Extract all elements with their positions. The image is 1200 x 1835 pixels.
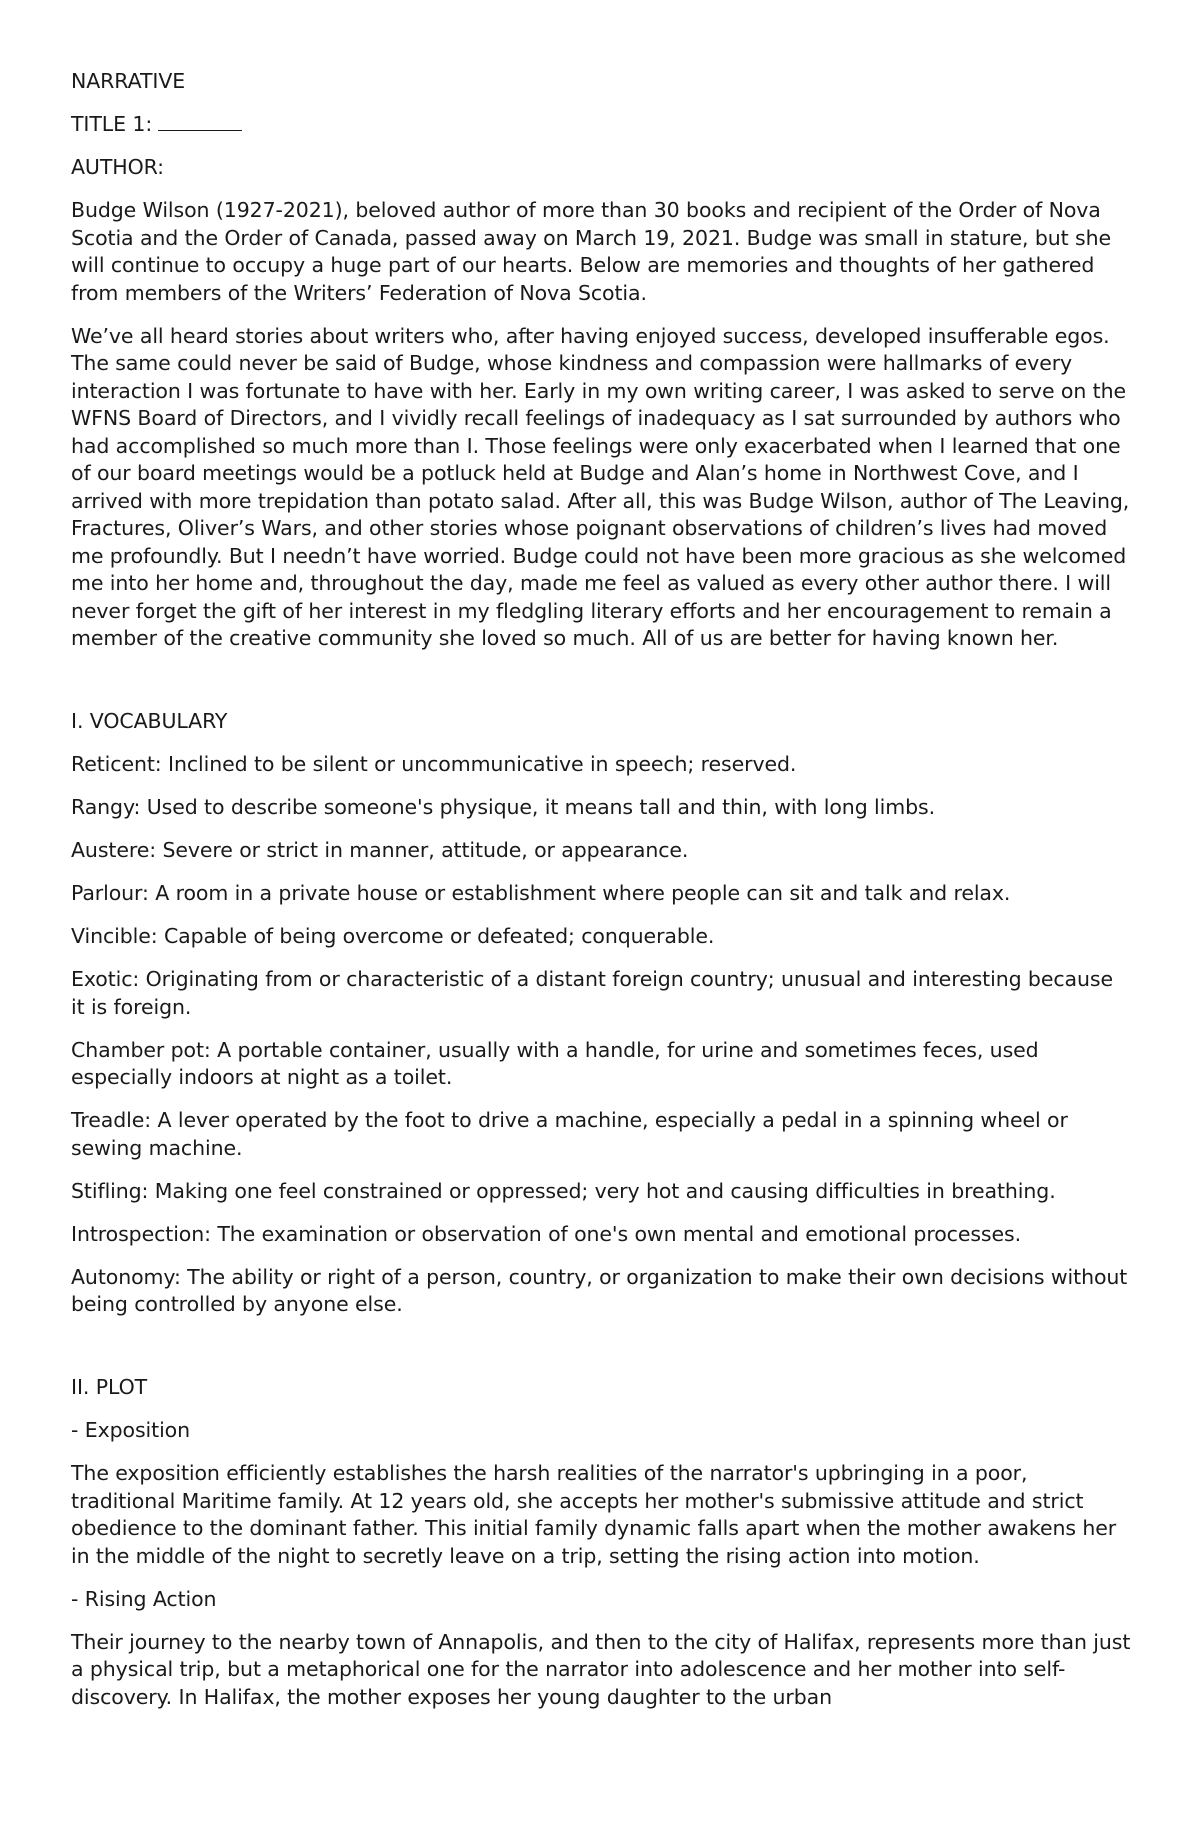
- document-type-label: NARRATIVE: [71, 69, 186, 93]
- vocab-item: Parlour: A room in a private house or establishment where people can sit and talk and relax.: [71, 881, 1011, 905]
- vocab-item: Rangy: Used to describe someone's physique, it means tall and thin, with long limbs.: [71, 795, 936, 819]
- exposition-label: - Exposition: [71, 1418, 190, 1442]
- vocab-item: Treadle: A lever operated by the foot to drive a machine, especially a pedal in a spinning wheel or sewing machine.: [71, 1108, 1068, 1160]
- title-blank-line: [158, 112, 242, 131]
- title-label: TITLE 1:: [71, 112, 153, 136]
- document-page: [71, 68, 1131, 1727]
- vocab-item: Vincible: Capable of being overcome or defeated; conquerable.: [71, 924, 715, 948]
- rising-action-label: - Rising Action: [71, 1586, 217, 1611]
- vocab-item: Chamber pot: A portable container, usually with a handle, for urine and sometimes feces, used especially indoors at night as a toilet.: [71, 1037, 1039, 1089]
- section-spacer: [71, 668, 1131, 708]
- vocab-item: Stifling: Making one feel constrained or oppressed; very hot and causing difficulties in breathing.: [71, 1178, 1056, 1203]
- rising-action-paragraph: Their journey to the nearby town of Annapolis, and then to the city of Halifax, represents more than just a physical trip, but a metaphorical one for the narrator into adolescence and her mother into self-discovery. In Halifax, the mother exposes her young daughter to the urban: [71, 1629, 1131, 1709]
- exposition-paragraph: The exposition efficiently establishes the harsh realities of the narrator's upbringing in a poor, traditional Maritime family. At 12 years old, she accepts her mother's submissive attitude and strict obedience to the dominant father. This initial family dynamic falls apart when the mother awakens her in the middle of the night to secretly leave on a trip, setting the rising action into motion.: [71, 1461, 1117, 1568]
- intro-paragraph-1: Budge Wilson (1927-2021), beloved author of more than 30 books and recipient of the Order of Nova Scotia and the Order of Canada, passed away on March 19, 2021. Budge was small in stature, but she will continue to occupy a huge part of our hearts. Below are memories and thoughts of her gathered from members of the Writers’ Federation of Nova Scotia.: [71, 198, 1112, 305]
- vocab-item: Reticent: Inclined to be silent or uncommunicative in speech; reserved.: [71, 752, 797, 776]
- section-spacer: [71, 1334, 1131, 1374]
- title-field: [71, 111, 1131, 139]
- vocab-item: Autonomy: The ability or right of a person, country, or organization to make their own decisions without being controlled by anyone else.: [71, 1264, 1128, 1316]
- vocab-item: Introspection: The examination or observation of one's own mental and emotional processes.: [71, 1221, 1021, 1246]
- vocabulary-heading: I. VOCABULARY: [71, 709, 228, 733]
- plot-heading: II. PLOT: [71, 1375, 148, 1399]
- vocab-item: Austere: Severe or strict in manner, attitude, or appearance.: [71, 838, 689, 862]
- author-label: AUTHOR:: [71, 155, 164, 179]
- intro-paragraph-2: We’ve all heard stories about writers who, after having enjoyed success, developed insufferable egos. The same could never be said of Budge, whose kindness and compassion were hallmarks of every interaction I was fortunate to have with her. Early in my own writing career, I was asked to serve on the WFNS Board of Directors, and I vividly recall feelings of inadequacy as I sat surrounded by authors who had accomplished so much more than I. Those feelings were only exacerbated when I learned that one of our board meetings would be a potluck held at Budge and Alan’s home in Northwest Cove, and I arrived with more trepidation than potato salad. After all, this was Budge Wilson, author of The Leaving, Fractures, Oliver’s Wars, and other stories whose poignant observations of children’s lives had moved me profoundly. But I needn’t have worried. Budge could not have been more gracious as she welcomed me into her home and, throughout the day, made me feel as valued as every other author there. I will never forget the gift of her interest in my fledgling literary efforts and her encouragement to remain a member of the creative community she loved so much. All of us are better for having known her.: [71, 323, 1130, 650]
- vocab-item: Exotic: Originating from or characteristic of a distant foreign country; unusual and interesting because it is foreign.: [71, 967, 1113, 1019]
